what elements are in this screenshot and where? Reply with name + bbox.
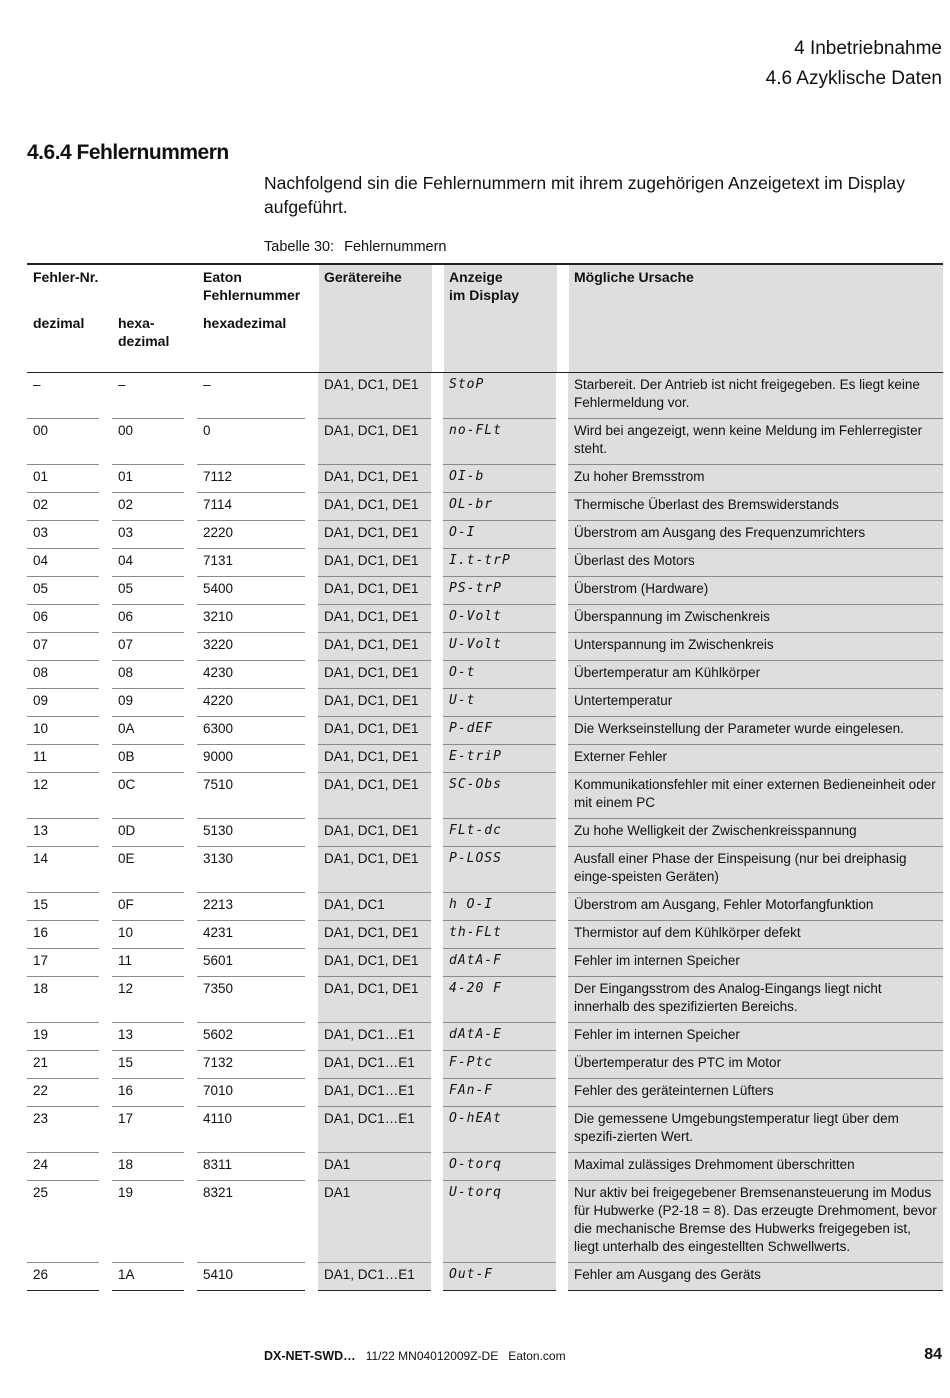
footer-product: DX-NET-SWD… (264, 1349, 356, 1363)
cell-geraetereihe: DA1, DC1, DE1 (318, 977, 431, 1023)
cell-ursache: Fehler im internen Speicher (568, 949, 943, 977)
cell-eaton-nr: 7010 (197, 1079, 305, 1107)
section-heading: 4.6 Azyklische Daten (765, 68, 942, 89)
table-row (27, 605, 943, 633)
table-row (27, 893, 943, 921)
cell-dezimal: 09 (27, 689, 99, 717)
cell-ursache: Wird bei angezeigt, wenn keine Meldung im Fehlerregister steht. (568, 419, 943, 465)
table-row (27, 1107, 943, 1153)
cell-eaton-nr: 9000 (197, 745, 305, 773)
cell-ursache: Überspannung im Zwischenkreis (568, 605, 943, 633)
cell-hexa: 0D (112, 819, 184, 847)
cell-hexa: 0F (112, 893, 184, 921)
header-eaton: Eaton (203, 269, 242, 285)
cell-hexa: 0C (112, 773, 184, 819)
cell-anzeige: O-torq (443, 1153, 556, 1181)
cell-dezimal: 02 (27, 493, 99, 521)
cell-dezimal: 08 (27, 661, 99, 689)
cell-dezimal: 17 (27, 949, 99, 977)
cell-geraetereihe: DA1, DC1 (318, 893, 431, 921)
cell-hexa: 0E (112, 847, 184, 893)
table-row (27, 549, 943, 577)
cell-ursache: Die gemessene Umgebungstemperatur liegt über dem spezifi-zierten Wert. (568, 1107, 943, 1153)
cell-dezimal: 16 (27, 921, 99, 949)
cell-eaton-nr: 5130 (197, 819, 305, 847)
table-row (27, 921, 943, 949)
cell-anzeige: P-dEF (443, 717, 556, 745)
cell-hexa: 07 (112, 633, 184, 661)
cell-geraetereihe: DA1, DC1, DE1 (318, 773, 431, 819)
cell-hexa: 18 (112, 1153, 184, 1181)
cell-hexa: – (112, 373, 184, 419)
cell-hexa: 03 (112, 521, 184, 549)
header-ursache: Mögliche Ursache (574, 269, 694, 285)
table-row (27, 773, 943, 819)
cell-eaton-nr: – (197, 373, 305, 419)
table-row (27, 1153, 943, 1181)
cell-dezimal: 14 (27, 847, 99, 893)
cell-ursache: Übertemperatur des PTC im Motor (568, 1051, 943, 1079)
cell-anzeige: U-torq (443, 1181, 556, 1263)
cell-dezimal: 15 (27, 893, 99, 921)
cell-ursache: Thermische Überlast des Bremswiderstands (568, 493, 943, 521)
cell-eaton-nr: 2213 (197, 893, 305, 921)
cell-dezimal: 12 (27, 773, 99, 819)
cell-eaton-nr: 7114 (197, 493, 305, 521)
table-row (27, 1181, 943, 1263)
cell-eaton-nr: 3220 (197, 633, 305, 661)
table-row (27, 819, 943, 847)
cell-dezimal: 04 (27, 549, 99, 577)
cell-dezimal: 18 (27, 977, 99, 1023)
cell-anzeige: U-t (443, 689, 556, 717)
cell-anzeige: FLt-dc (443, 819, 556, 847)
cell-geraetereihe: DA1, DC1, DE1 (318, 577, 431, 605)
cell-hexa: 11 (112, 949, 184, 977)
cell-ursache: Überlast des Motors (568, 549, 943, 577)
cell-dezimal: 13 (27, 819, 99, 847)
footer-doc: 11/22 MN04012009Z-DE (365, 1349, 499, 1363)
cell-dezimal: 25 (27, 1181, 99, 1263)
footer (264, 1349, 566, 1363)
cell-ursache: Fehler am Ausgang des Geräts (568, 1263, 943, 1291)
cell-geraetereihe: DA1, DC1…E1 (318, 1023, 431, 1051)
chapter-heading: 4 Inbetriebnahme (794, 38, 942, 59)
cell-geraetereihe: DA1, DC1, DE1 (318, 521, 431, 549)
cell-ursache: Fehler des geräteinternen Lüfters (568, 1079, 943, 1107)
header-hexa-dezimal: dezimal (118, 333, 170, 349)
cell-geraetereihe: DA1, DC1, DE1 (318, 605, 431, 633)
cell-hexa: 0B (112, 745, 184, 773)
cell-dezimal: 01 (27, 465, 99, 493)
cell-dezimal: 26 (27, 1263, 99, 1291)
cell-hexa: 06 (112, 605, 184, 633)
page-number: 84 (924, 1346, 942, 1363)
cell-anzeige: 4-20 F (443, 977, 556, 1023)
cell-anzeige: P-LOSS (443, 847, 556, 893)
cell-eaton-nr: 5602 (197, 1023, 305, 1051)
cell-eaton-nr: 5400 (197, 577, 305, 605)
cell-hexa: 0A (112, 717, 184, 745)
cell-ursache: Fehler im internen Speicher (568, 1023, 943, 1051)
cell-eaton-nr: 7112 (197, 465, 305, 493)
table-row (27, 577, 943, 605)
table-row (27, 745, 943, 773)
cell-eaton-nr: 7131 (197, 549, 305, 577)
header-anzeige (449, 268, 519, 304)
header-fehler-nr: Fehler-Nr. (33, 269, 99, 285)
cell-geraetereihe: DA1, DC1, DE1 (318, 633, 431, 661)
cell-geraetereihe: DA1, DC1, DE1 (318, 419, 431, 465)
cell-dezimal: 19 (27, 1023, 99, 1051)
cell-ursache: Ausfall einer Phase der Einspeisung (nur bei dreiphasig einge-speisten Geräten) (568, 847, 943, 893)
cell-eaton-nr: 3210 (197, 605, 305, 633)
cell-dezimal: 22 (27, 1079, 99, 1107)
table-row (27, 1263, 943, 1291)
cell-dezimal: 24 (27, 1153, 99, 1181)
cell-eaton-nr: 4110 (197, 1107, 305, 1153)
cell-ursache: Nur aktiv bei freigegebener Bremsenansteuerung im Modus für Hubwerke (P2-18 = 8). Das erzeugte Drehmoment, bevor die mechanische Bremse des Hubwerks freigegeben ist, liegt unterhalb des eingestellten Schwellwerts. (568, 1181, 943, 1263)
cell-eaton-nr: 6300 (197, 717, 305, 745)
table-row (27, 977, 943, 1023)
cell-dezimal: – (27, 373, 99, 419)
table-row (27, 689, 943, 717)
cell-ursache: Externer Fehler (568, 745, 943, 773)
cell-ursache: Kommunikationsfehler mit einer externen Bedieneinheit oder mit einem PC (568, 773, 943, 819)
cell-geraetereihe: DA1, DC1, DE1 (318, 493, 431, 521)
cell-geraetereihe: DA1 (318, 1153, 431, 1181)
cell-ursache: Zu hohe Welligkeit der Zwischenkreisspannung (568, 819, 943, 847)
cell-eaton-nr: 4220 (197, 689, 305, 717)
caption-label: Tabelle 30: (264, 239, 335, 255)
cell-anzeige: th-FLt (443, 921, 556, 949)
cell-anzeige: I.t-trP (443, 549, 556, 577)
cell-hexa: 12 (112, 977, 184, 1023)
cell-ursache: Maximal zulässiges Drehmoment überschritten (568, 1153, 943, 1181)
cell-dezimal: 00 (27, 419, 99, 465)
cell-anzeige: E-triP (443, 745, 556, 773)
cell-dezimal: 23 (27, 1107, 99, 1153)
table-row (27, 419, 943, 465)
table-row (27, 465, 943, 493)
table-row (27, 847, 943, 893)
cell-dezimal: 06 (27, 605, 99, 633)
cell-anzeige: F-Ptc (443, 1051, 556, 1079)
cell-eaton-nr: 5601 (197, 949, 305, 977)
header-anzeige-line2: im Display (449, 287, 520, 303)
cell-anzeige: Out-F (443, 1263, 556, 1291)
cell-hexa: 05 (112, 577, 184, 605)
cell-hexa: 02 (112, 493, 184, 521)
cell-ursache: Unterspannung im Zwischenkreis (568, 633, 943, 661)
cell-dezimal: 21 (27, 1051, 99, 1079)
cell-geraetereihe: DA1, DC1, DE1 (318, 745, 431, 773)
cell-ursache: Überstrom (Hardware) (568, 577, 943, 605)
cell-eaton-nr: 7132 (197, 1051, 305, 1079)
cell-hexa: 13 (112, 1023, 184, 1051)
cell-anzeige: O-t (443, 661, 556, 689)
cell-geraetereihe: DA1, DC1…E1 (318, 1263, 431, 1291)
cell-hexa: 01 (112, 465, 184, 493)
cell-dezimal: 03 (27, 521, 99, 549)
cell-ursache: Thermistor auf dem Kühlkörper defekt (568, 921, 943, 949)
cell-geraetereihe: DA1, DC1, DE1 (318, 847, 431, 893)
cell-eaton-nr: 7510 (197, 773, 305, 819)
header-fehlernummer: Fehlernummer (203, 287, 301, 303)
cell-geraetereihe: DA1, DC1, DE1 (318, 717, 431, 745)
cell-geraetereihe: DA1, DC1…E1 (318, 1051, 431, 1079)
cell-eaton-nr: 8321 (197, 1181, 305, 1263)
cell-anzeige: no-FLt (443, 419, 556, 465)
table-body (27, 373, 943, 1291)
header-hexa: hexa- (118, 315, 155, 331)
cell-eaton-nr: 3130 (197, 847, 305, 893)
cell-geraetereihe: DA1, DC1, DE1 (318, 549, 431, 577)
cell-geraetereihe: DA1, DC1…E1 (318, 1107, 431, 1153)
table-caption (264, 239, 446, 255)
cell-anzeige: OL-br (443, 493, 556, 521)
cell-hexa: 17 (112, 1107, 184, 1153)
header-geraetereihe: Gerätereihe (324, 269, 402, 285)
cell-ursache: Überstrom am Ausgang, Fehler Motorfangfunktion (568, 893, 943, 921)
cell-hexa: 00 (112, 419, 184, 465)
cell-eaton-nr: 7350 (197, 977, 305, 1023)
cell-anzeige: O-hEAt (443, 1107, 556, 1153)
table-row (27, 661, 943, 689)
cell-anzeige: OI-b (443, 465, 556, 493)
header-hexadezimal: hexadezimal (203, 315, 287, 331)
cell-eaton-nr: 2220 (197, 521, 305, 549)
intro-text: Nachfolgend sin die Fehlernummern mit ihrem zugehörigen Anzeigetext im Display aufgeführt. (264, 173, 906, 217)
cell-ursache: Überstrom am Ausgang des Frequenzumrichters (568, 521, 943, 549)
caption-text: Fehlernummern (344, 239, 447, 255)
cell-geraetereihe: DA1, DC1, DE1 (318, 661, 431, 689)
cell-eaton-nr: 4230 (197, 661, 305, 689)
cell-geraetereihe: DA1, DC1, DE1 (318, 949, 431, 977)
header-anzeige-line1: Anzeige (449, 269, 503, 285)
cell-geraetereihe: DA1, DC1, DE1 (318, 465, 431, 493)
cell-hexa: 19 (112, 1181, 184, 1263)
header-eaton-fehlernummer (203, 268, 300, 304)
header-hexadezimal-short (118, 314, 169, 350)
cell-hexa: 10 (112, 921, 184, 949)
cell-geraetereihe: DA1, DC1, DE1 (318, 373, 431, 419)
table-row (27, 717, 943, 745)
cell-eaton-nr: 5410 (197, 1263, 305, 1291)
cell-anzeige: O-Volt (443, 605, 556, 633)
table-row (27, 493, 943, 521)
cell-ursache: Übertemperatur am Kühlkörper (568, 661, 943, 689)
cell-anzeige: SC-Obs (443, 773, 556, 819)
table-row (27, 1079, 943, 1107)
table-row (27, 1051, 943, 1079)
footer-site: Eaton.com (508, 1349, 566, 1363)
cell-hexa: 1A (112, 1263, 184, 1291)
table-row (27, 633, 943, 661)
cell-ursache: Starbereit. Der Antrieb ist nicht freigegeben. Es liegt keine Fehlermeldung vor. (568, 373, 943, 419)
cell-anzeige: h O-I (443, 893, 556, 921)
cell-anzeige: O-I (443, 521, 556, 549)
cell-geraetereihe: DA1, DC1, DE1 (318, 921, 431, 949)
page-title: 4.6.4 Fehlernummern (27, 141, 229, 164)
cell-eaton-nr: 4231 (197, 921, 305, 949)
table-row (27, 949, 943, 977)
cell-anzeige: StoP (443, 373, 556, 419)
cell-ursache: Der Eingangsstrom des Analog-Eingangs liegt nicht innerhalb des spezifizierten Bereichs. (568, 977, 943, 1023)
cell-geraetereihe: DA1, DC1…E1 (318, 1079, 431, 1107)
cell-anzeige: FAn-F (443, 1079, 556, 1107)
cell-hexa: 15 (112, 1051, 184, 1079)
cell-dezimal: 05 (27, 577, 99, 605)
table-row (27, 1023, 943, 1051)
cell-geraetereihe: DA1, DC1, DE1 (318, 819, 431, 847)
cell-geraetereihe: DA1, DC1, DE1 (318, 689, 431, 717)
cell-eaton-nr: 0 (197, 419, 305, 465)
cell-ursache: Untertemperatur (568, 689, 943, 717)
cell-dezimal: 07 (27, 633, 99, 661)
cell-anzeige: dAtA-E (443, 1023, 556, 1051)
cell-hexa: 08 (112, 661, 184, 689)
table-row (27, 373, 943, 419)
cell-ursache: Zu hoher Bremsstrom (568, 465, 943, 493)
cell-anzeige: dAtA-F (443, 949, 556, 977)
cell-dezimal: 11 (27, 745, 99, 773)
cell-geraetereihe: DA1 (318, 1181, 431, 1263)
cell-anzeige: PS-trP (443, 577, 556, 605)
cell-ursache: Die Werkseinstellung der Parameter wurde eingelesen. (568, 717, 943, 745)
cell-dezimal: 10 (27, 717, 99, 745)
cell-hexa: 16 (112, 1079, 184, 1107)
cell-hexa: 04 (112, 549, 184, 577)
cell-eaton-nr: 8311 (197, 1153, 305, 1181)
cell-hexa: 09 (112, 689, 184, 717)
header-dezimal: dezimal (33, 315, 85, 331)
table-row (27, 521, 943, 549)
cell-anzeige: U-Volt (443, 633, 556, 661)
